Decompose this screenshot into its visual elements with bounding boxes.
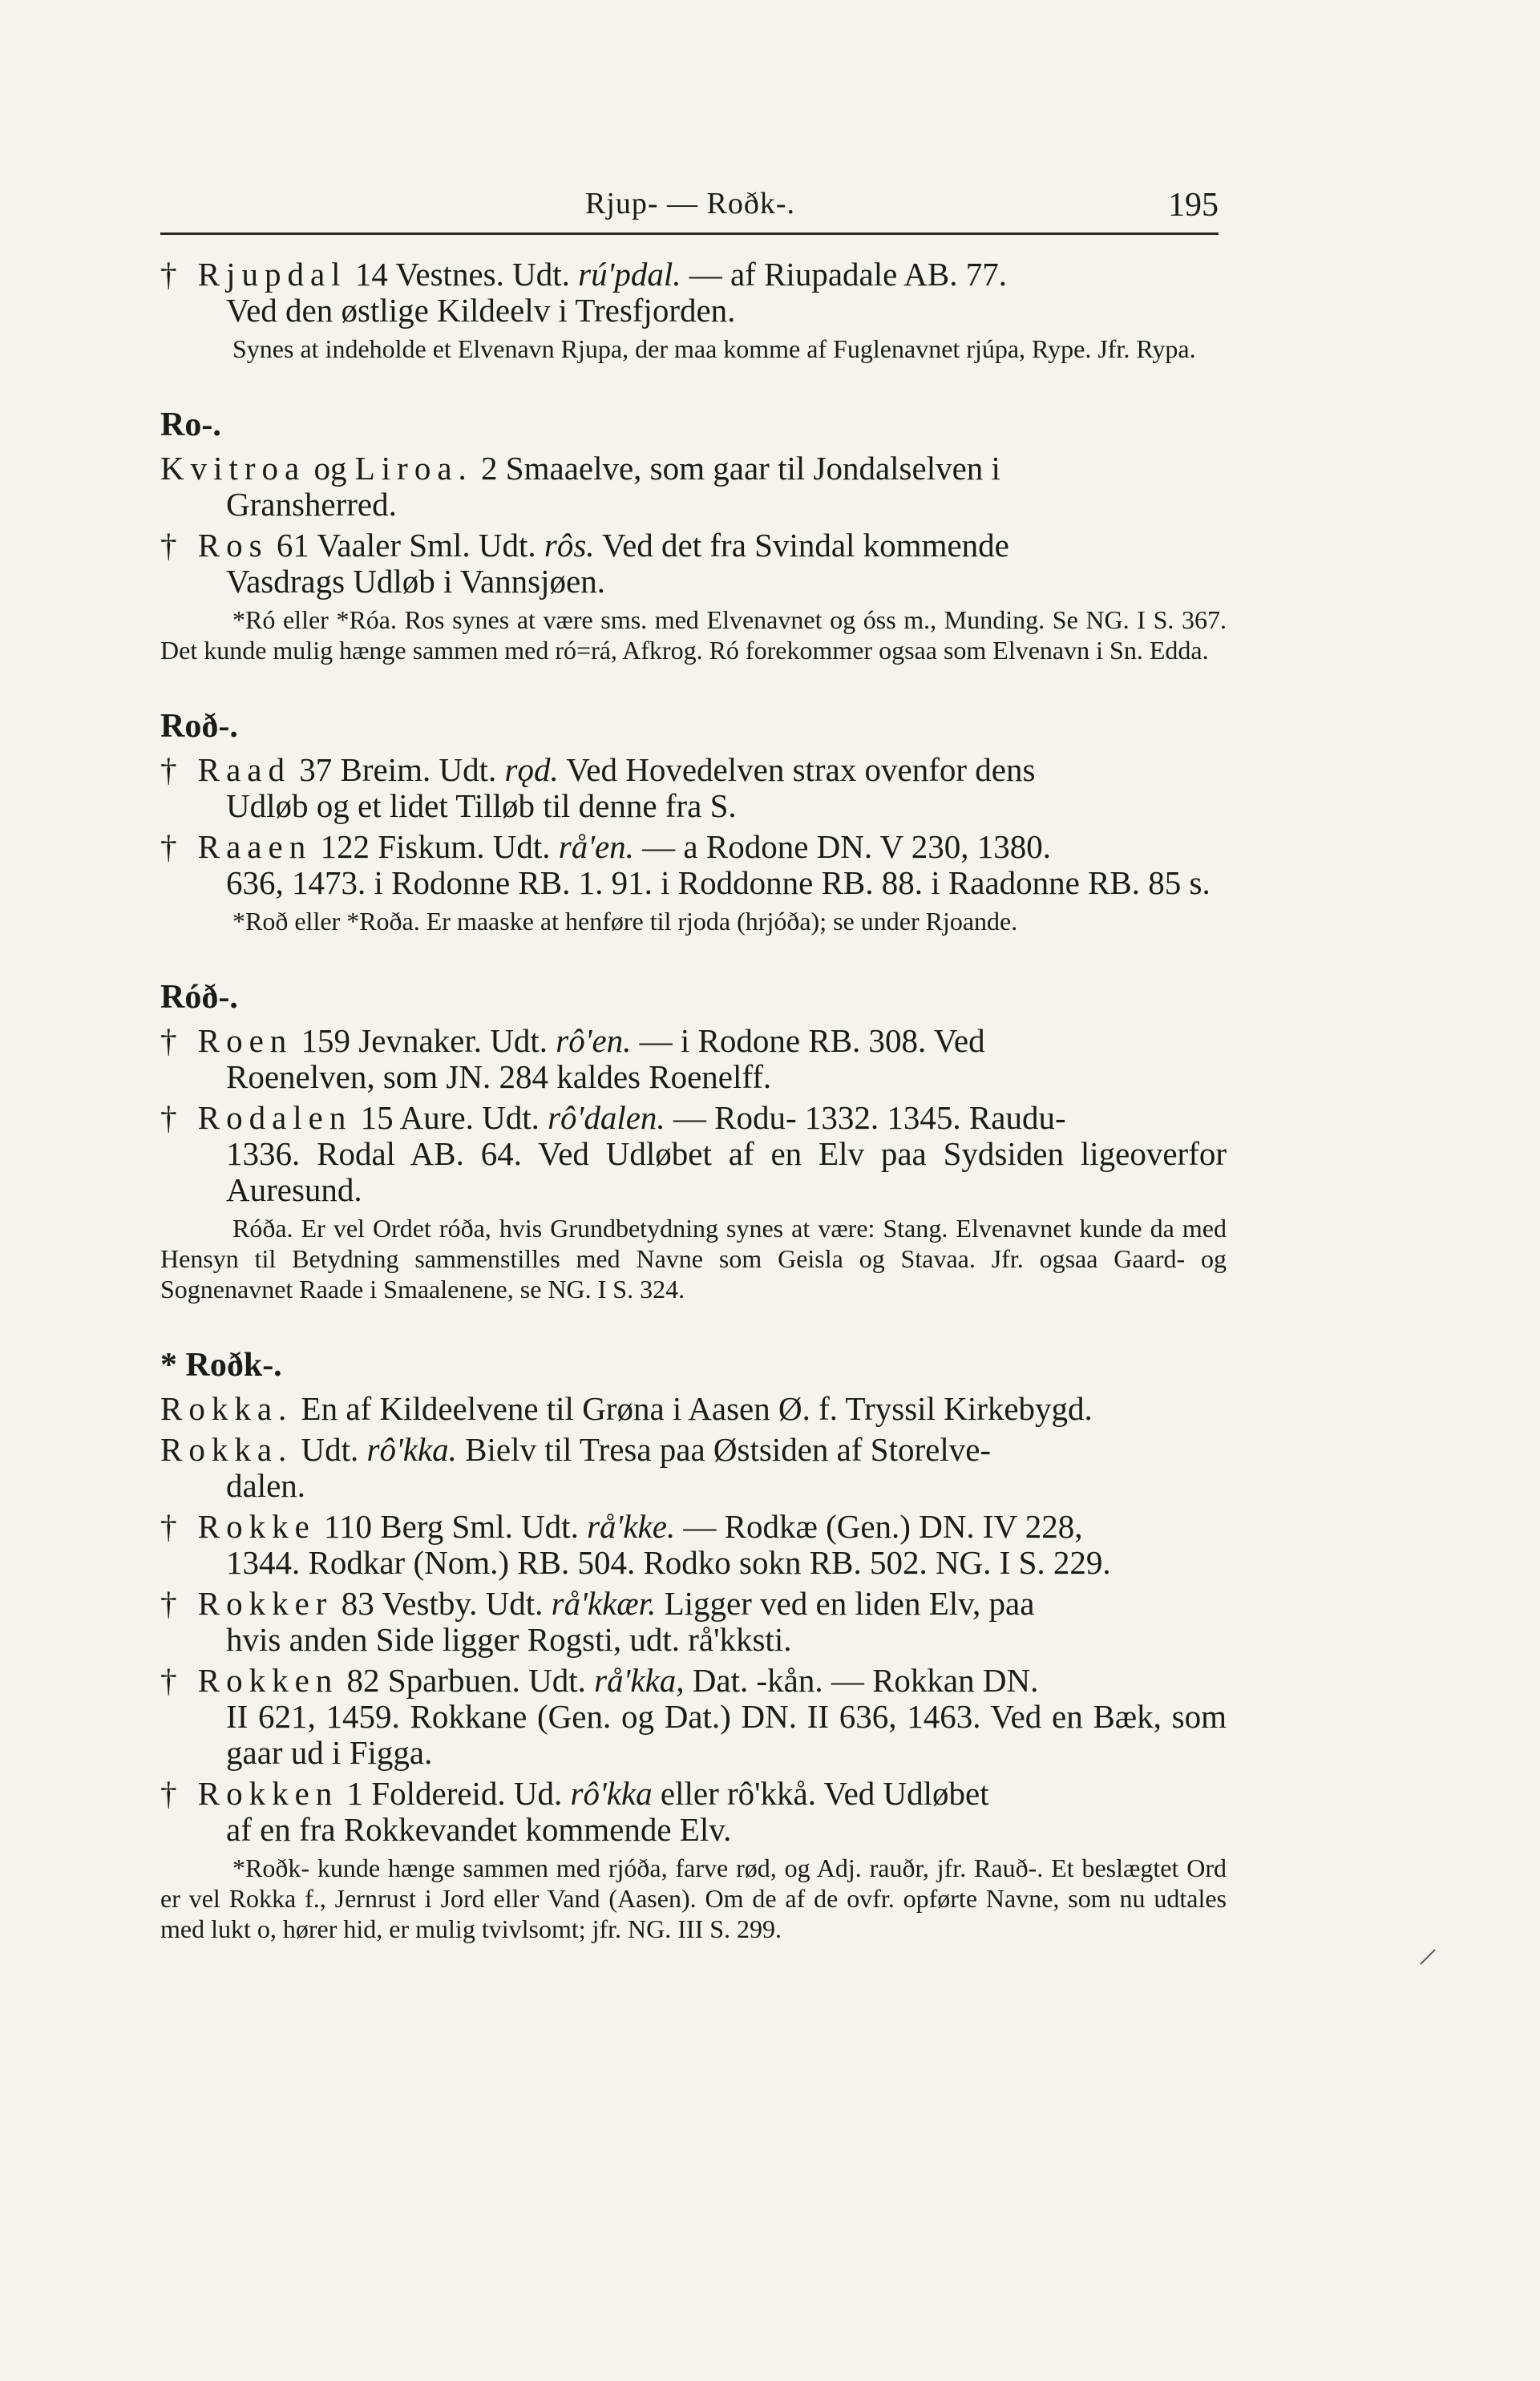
place-entry: [160, 1023, 1227, 1095]
pronunciation: rôs.: [544, 527, 595, 564]
entry-text: 14 Vestnes. Udt.: [346, 256, 579, 293]
entry-headword: † Rokker: [160, 1585, 333, 1622]
place-entry: [160, 1663, 1227, 1771]
place-entry: [160, 451, 1227, 523]
entry-headword: † Raaen: [160, 828, 313, 865]
place-entry: [160, 829, 1227, 901]
etymology-note: Synes at indeholde et Elvenavn Rjupa, der maa komme af Fuglenavnet rjúpa, Rype. Jfr. Rypa.: [232, 334, 1196, 363]
section-heading: Roð-.: [160, 708, 238, 745]
entry-headword: Rokka.: [160, 1431, 293, 1468]
entry-continuation: 1344. Rodkar (Nom.) RB. 504. Rodko sokn RB. 502. NG. I S. 229.: [226, 1544, 1111, 1581]
etymology-note: *Roð eller *Roða. Er maaske at henføre til rjoda (hrjóða); se under Rjoande.: [232, 907, 1018, 936]
pronunciation: rô'en.: [556, 1022, 632, 1059]
entry-text: — af Riupadale AB. 77.: [681, 256, 1008, 293]
entry-headword: † Rodalen: [160, 1099, 353, 1136]
entry-text: — a Rodone DN. V 230, 1380.: [633, 828, 1052, 865]
place-entry: [160, 1586, 1227, 1658]
pronunciation: rǫd.: [504, 751, 559, 788]
place-entry: [160, 752, 1227, 824]
entry-headword: Rokka.: [160, 1390, 293, 1427]
entry-text: Ligger ved en liden Elv, paa: [656, 1585, 1035, 1622]
entry-headword: † Ros: [160, 527, 269, 564]
section-heading: Róð-.: [160, 979, 238, 1016]
entry-headword: † Rokken: [160, 1662, 339, 1699]
page-number: 195: [1168, 187, 1219, 224]
page-body: [160, 257, 1227, 1949]
entry-text: og: [305, 450, 355, 487]
entry-headword: † Rjupdal: [160, 256, 347, 293]
entry-headword: Liroa.: [354, 450, 473, 487]
entry-continuation: hvis anden Side ligger Rogsti, udt. rå'kksti.: [226, 1621, 792, 1658]
entry-text: 15 Aure. Udt.: [352, 1099, 548, 1136]
entry-text: 83 Vestby. Udt.: [333, 1585, 552, 1622]
entry-headword: Kvitroa: [160, 450, 306, 487]
entry-text: Ved Hovedelven strax ovenfor dens: [558, 751, 1036, 788]
entry-continuation: Gransherred.: [226, 486, 397, 523]
entry-headword: † Raad: [160, 751, 291, 788]
place-entry: [160, 1509, 1227, 1581]
entry-text: 110 Berg Sml. Udt.: [315, 1508, 588, 1545]
page-header: [160, 186, 1219, 234]
entry-continuation: af en fra Rokkevandet kommende Elv.: [226, 1811, 732, 1848]
entry-continuation: 1336. Rodal AB. 64. Ved Udløbet af en Elv paa Sydsiden ligeoverfor Auresund.: [226, 1135, 1227, 1208]
pronunciation: rô'kka.: [366, 1431, 457, 1468]
entry-text: 122 Fiskum. Udt.: [312, 828, 559, 865]
place-entry: [160, 1776, 1227, 1848]
entry-headword: † Rokken: [160, 1775, 339, 1812]
header-rule: [160, 232, 1219, 235]
entry-text: 82 Sparbuen. Udt.: [338, 1662, 595, 1699]
pronunciation: rå'kke.: [587, 1508, 676, 1545]
pronunciation: rô'kka: [570, 1775, 653, 1812]
section-heading: Ro-.: [160, 406, 221, 443]
place-entry: [160, 1100, 1227, 1208]
entry-continuation: Ved den østlige Kildeelv i Tresfjorden.: [226, 292, 736, 329]
entry-text: — i Rodone RB. 308. Ved: [631, 1022, 985, 1059]
entry-headword: † Rokke: [160, 1508, 316, 1545]
pronunciation: rå'kka,: [594, 1662, 685, 1699]
pronunciation: rå'en.: [558, 828, 634, 865]
entry-text: En af Kildeelvene til Grøna i Aasen Ø. f. Tryssil Kirkebygd.: [293, 1390, 1093, 1427]
pronunciation: rú'pdal.: [578, 256, 681, 293]
place-entry: [160, 1391, 1227, 1427]
entry-text: Dat. -kån. — Rokkan DN.: [684, 1662, 1039, 1699]
entry-text: — Rodu- 1332. 1345. Raudu-: [665, 1099, 1066, 1136]
entry-continuation: Roenelven, som JN. 284 kaldes Roenelff.: [226, 1058, 772, 1095]
entry-headword: † Roen: [160, 1022, 293, 1059]
entry-continuation: dalen.: [226, 1467, 306, 1504]
running-title: Rjup- — Roðk-.: [585, 187, 796, 220]
entry-text: eller rô'kkå. Ved Udløbet: [652, 1775, 989, 1812]
pronunciation: rå'kkær.: [551, 1585, 657, 1622]
entry-text: Udt.: [293, 1431, 367, 1468]
section-heading: * Roðk-.: [160, 1347, 282, 1384]
entry-continuation: II 621, 1459. Rokkane (Gen. og Dat.) DN. II 636, 1463. Ved en Bæk, som gaar ud i Figga.: [226, 1698, 1227, 1771]
entry-continuation: Udløb og et lidet Tilløb til denne fra S.: [226, 787, 737, 824]
entry-text: Bielv til Tresa paa Østsiden af Storelve-: [456, 1431, 992, 1468]
entry-text: 37 Breim. Udt.: [291, 751, 505, 788]
entry-continuation: Vasdrags Udløb i Vannsjøen.: [226, 563, 605, 600]
etymology-note: *Roðk- kunde hænge sammen med rjóða, farve rød, og Adj. rauðr, jfr. Rauð-. Et beslægtet Ord er vel Rokka f., Jernrust i Jord eller Vand (Aasen). Om de af de ovfr. opførte Navne, som nu udtales med lukt o, hører hid, er mulig tvivlsomt; jfr. NG. III S. 299.: [160, 1853, 1227, 1943]
place-entry: [160, 1432, 1227, 1504]
pronunciation: rô'dalen.: [548, 1099, 665, 1136]
entry-text: 159 Jevnaker. Udt.: [293, 1022, 556, 1059]
place-entry: [160, 257, 1227, 329]
entry-text: 1 Foldereid. Ud.: [338, 1775, 571, 1812]
entry-text: 61 Vaaler Sml. Udt.: [268, 527, 544, 564]
entry-text: Ved det fra Svindal kommende: [594, 527, 1009, 564]
margin-mark: [1420, 1949, 1436, 1965]
place-entry: [160, 528, 1227, 600]
etymology-note: Róða. Er vel Ordet róða, hvis Grundbetydning synes at være: Stang. Elvenavnet kunde da med Hensyn til Betydning sammenstilles med Navne som Geisla og Stavaa. Jfr. ogsaa Gaard- og Sognenavnet Raade i Smaalenene, se NG. I S. 324.: [160, 1214, 1227, 1304]
entry-text: 2 Smaaelve, som gaar til Jondalselven i: [472, 450, 1000, 487]
etymology-note: *Ró eller *Róa. Ros synes at være sms. med Elvenavnet og óss m., Munding. Se NG. I S. 367. Det kunde mulig hænge sammen med ró=rá, Afkrog. Ró forekommer ogsaa som Elvenavn i Sn. Edda.: [160, 605, 1227, 665]
entry-continuation: 636, 1473. i Rodonne RB. 1. 91. i Roddonne RB. 88. i Raadonne RB. 85 s.: [226, 864, 1211, 901]
entry-text: — Rodkæ (Gen.) DN. IV 228,: [675, 1508, 1083, 1545]
